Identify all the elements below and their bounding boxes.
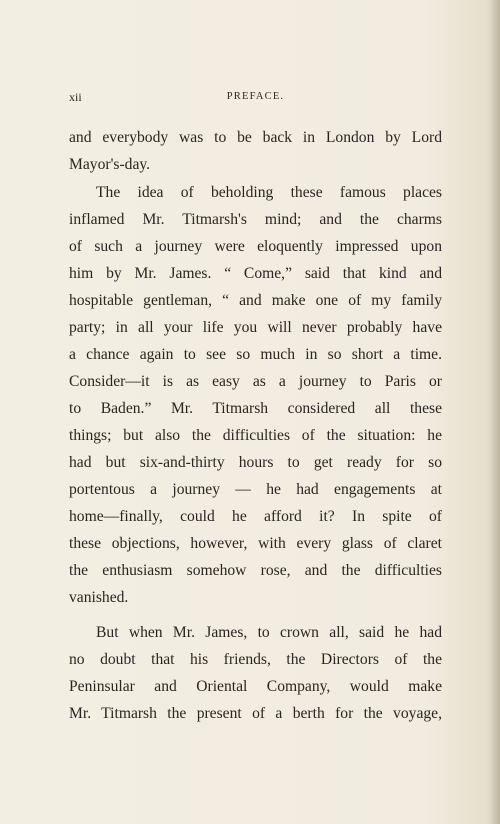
text-line: him by Mr. James. “ Come,” said that kind and: [69, 265, 442, 282]
page-edge-shadow: [490, 0, 500, 824]
text-line: and everybody was to be back in London by Lord: [69, 129, 442, 146]
text-line: to Baden.” Mr. Titmarsh considered all these: [69, 400, 442, 417]
text-line: inflamed Mr. Titmarsh's mind; and the charms: [69, 211, 442, 228]
text-line: Consider—it is as easy as a journey to Paris or: [69, 373, 442, 390]
text-line: a chance again to see so much in so short a time.: [69, 346, 442, 363]
running-title: PREFACE.: [226, 91, 285, 102]
text-line: of such a journey were eloquently impressed upon: [69, 238, 442, 255]
text-line: Mr. Titmarsh the present of a berth for the voyage,: [69, 705, 442, 722]
text-line: Mayor's-day.: [69, 156, 151, 173]
text-line: home—finally, could he afford it? In spite of: [69, 508, 442, 525]
text-line: portentous a journey — he had engagements at: [69, 481, 442, 498]
page-header: [69, 90, 442, 110]
text-line: these objections, however, with every glass of claret: [69, 535, 442, 552]
text-line: vanished.: [69, 589, 129, 606]
text-line: had but six-and-thirty hours to get ready for so: [69, 454, 442, 471]
text-line: party; in all your life you will never probably have: [69, 319, 442, 336]
text-line: Peninsular and Oriental Company, would make: [69, 678, 442, 695]
page-number: xii: [69, 90, 82, 104]
text-line: no doubt that his friends, the Directors of the: [69, 651, 442, 668]
text-line: The idea of beholding these famous places: [96, 184, 442, 201]
text-line: But when Mr. James, to crown all, said he had: [96, 624, 442, 641]
text-line: things; but also the difficulties of the situation: he: [69, 427, 442, 444]
text-line: hospitable gentleman, “ and make one of my family: [69, 292, 442, 309]
text-line: the enthusiasm somehow rose, and the difficulties: [69, 562, 442, 579]
